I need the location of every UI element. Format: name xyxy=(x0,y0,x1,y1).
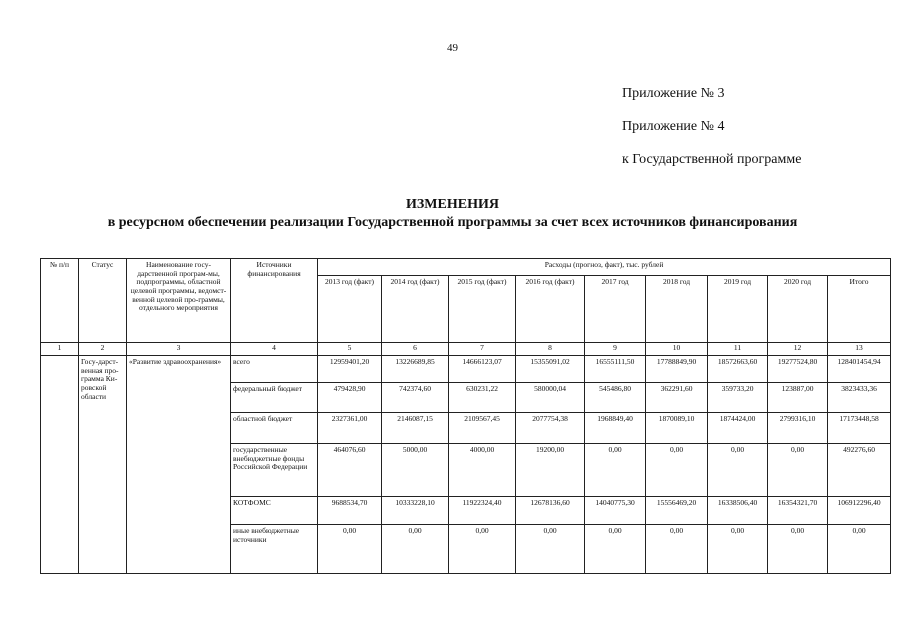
value-cell: 15355091,02 xyxy=(516,356,585,383)
value-cell: 742374,60 xyxy=(382,383,449,413)
value-cell: 19277524,80 xyxy=(768,356,828,383)
value-cell: 464076,60 xyxy=(318,444,382,497)
header-total: Итого xyxy=(828,276,891,343)
header-num: № п/п xyxy=(41,259,79,343)
source-cell: КОТФОМС xyxy=(231,497,318,525)
value-cell: 362291,60 xyxy=(646,383,708,413)
column-index: 3 xyxy=(127,343,231,356)
row-number-cell xyxy=(41,356,79,574)
value-cell: 16354321,70 xyxy=(768,497,828,525)
page-number: 49 xyxy=(447,42,458,54)
value-cell: 12959401,20 xyxy=(318,356,382,383)
header-name: Наименование госу-дарственной програм-мы, подпрограммы, областной целевой программы, ведомст-венной целевой про-граммы, отдельного мероприятия xyxy=(127,259,231,343)
value-cell: 5000,00 xyxy=(382,444,449,497)
value-cell: 106912296,40 xyxy=(828,497,891,525)
appendix-label-4: Приложение № 4 xyxy=(622,119,725,134)
header-year-2013: 2013 год (факт) xyxy=(318,276,382,343)
value-cell: 0,00 xyxy=(585,525,646,574)
header-year-2019: 2019 год xyxy=(708,276,768,343)
column-index: 8 xyxy=(516,343,585,356)
value-cell: 479428,90 xyxy=(318,383,382,413)
column-index: 5 xyxy=(318,343,382,356)
value-cell: 545486,80 xyxy=(585,383,646,413)
value-cell: 17788849,90 xyxy=(646,356,708,383)
value-cell: 16555111,50 xyxy=(585,356,646,383)
value-cell: 9688534,70 xyxy=(318,497,382,525)
column-index: 6 xyxy=(382,343,449,356)
value-cell: 2799316,10 xyxy=(768,413,828,444)
value-cell: 0,00 xyxy=(708,444,768,497)
table-row-total xyxy=(41,356,891,383)
program-name-cell: «Развитие здравоохранения» xyxy=(127,356,231,574)
value-cell: 0,00 xyxy=(449,525,516,574)
header-year-2016: 2016 год (факт) xyxy=(516,276,585,343)
header-expenses: Расходы (прогноз, факт), тыс. рублей xyxy=(318,259,891,276)
value-cell: 2327361,00 xyxy=(318,413,382,444)
value-cell: 15556469,20 xyxy=(646,497,708,525)
column-index: 13 xyxy=(828,343,891,356)
value-cell: 128401454,94 xyxy=(828,356,891,383)
value-cell: 580000,04 xyxy=(516,383,585,413)
value-cell: 14666123,07 xyxy=(449,356,516,383)
value-cell: 19200,00 xyxy=(516,444,585,497)
column-index: 2 xyxy=(79,343,127,356)
value-cell: 11922324,40 xyxy=(449,497,516,525)
source-cell: государственные внебюджетные фонды Российской Федерации xyxy=(231,444,318,497)
value-cell: 13226689,85 xyxy=(382,356,449,383)
source-cell: федеральный бюджет xyxy=(231,383,318,413)
header-source: Источники финансирования xyxy=(231,259,318,343)
value-cell: 2109567,45 xyxy=(449,413,516,444)
value-cell: 1874424,00 xyxy=(708,413,768,444)
column-index: 1 xyxy=(41,343,79,356)
value-cell: 492276,60 xyxy=(828,444,891,497)
value-cell: 18572663,60 xyxy=(708,356,768,383)
value-cell: 0,00 xyxy=(646,525,708,574)
value-cell: 4000,00 xyxy=(449,444,516,497)
value-cell: 12678136,60 xyxy=(516,497,585,525)
value-cell: 0,00 xyxy=(768,525,828,574)
value-cell: 10333228,10 xyxy=(382,497,449,525)
header-year-2018: 2018 год xyxy=(646,276,708,343)
column-index: 10 xyxy=(646,343,708,356)
document-subtitle: в ресурсном обеспечении реализации Государственной программы за счет всех источников финансирования xyxy=(107,215,798,230)
document-title: ИЗМЕНЕНИЯ xyxy=(406,197,499,212)
value-cell: 359733,20 xyxy=(708,383,768,413)
value-cell: 1870089,10 xyxy=(646,413,708,444)
header-year-2015: 2015 год (факт) xyxy=(449,276,516,343)
source-cell: иные внебюджетные источники xyxy=(231,525,318,574)
header-status: Статус xyxy=(79,259,127,343)
column-index: 7 xyxy=(449,343,516,356)
value-cell: 0,00 xyxy=(516,525,585,574)
source-cell: областной бюджет xyxy=(231,413,318,444)
value-cell: 0,00 xyxy=(708,525,768,574)
column-index: 11 xyxy=(708,343,768,356)
funding-table xyxy=(40,258,891,574)
header-year-2020: 2020 год xyxy=(768,276,828,343)
value-cell: 14040775,30 xyxy=(585,497,646,525)
column-index-row xyxy=(41,343,891,356)
value-cell: 16338506,40 xyxy=(708,497,768,525)
value-cell: 1968849,40 xyxy=(585,413,646,444)
column-index: 9 xyxy=(585,343,646,356)
value-cell: 0,00 xyxy=(318,525,382,574)
value-cell: 0,00 xyxy=(382,525,449,574)
header-year-2017: 2017 год xyxy=(585,276,646,343)
column-index: 4 xyxy=(231,343,318,356)
value-cell: 0,00 xyxy=(828,525,891,574)
header-year-2014: 2014 год (факт) xyxy=(382,276,449,343)
value-cell: 3823433,36 xyxy=(828,383,891,413)
value-cell: 123887,00 xyxy=(768,383,828,413)
appendix-label-3: Приложение № 3 xyxy=(622,86,725,101)
value-cell: 2077754,38 xyxy=(516,413,585,444)
value-cell: 17173448,58 xyxy=(828,413,891,444)
value-cell: 0,00 xyxy=(646,444,708,497)
column-index: 12 xyxy=(768,343,828,356)
source-cell: всего xyxy=(231,356,318,383)
program-status-cell: Госу-дарст-венная про-грамма Ки-ровской области xyxy=(79,356,127,574)
value-cell: 0,00 xyxy=(585,444,646,497)
value-cell: 0,00 xyxy=(768,444,828,497)
value-cell: 630231,22 xyxy=(449,383,516,413)
value-cell: 2146087,15 xyxy=(382,413,449,444)
appendix-subtitle: к Государственной программе xyxy=(622,152,802,167)
